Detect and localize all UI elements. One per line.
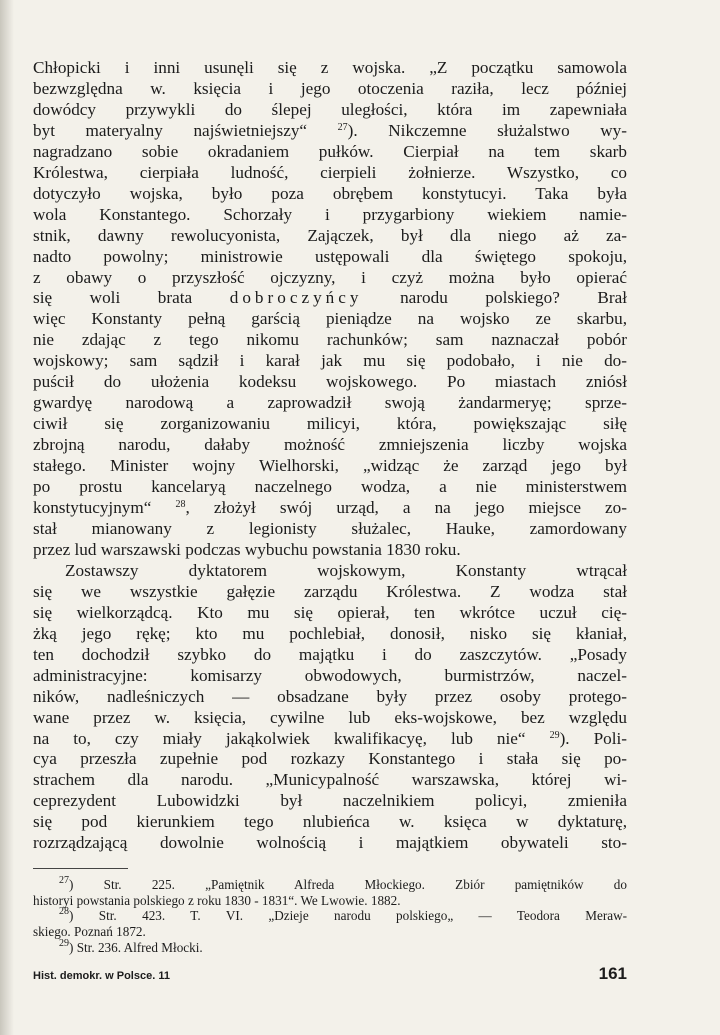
- footnote-text: ) Str. 225. „Pamiętnik Alfreda Młockiego. Zbiór pamiętników do: [69, 877, 627, 893]
- text-line: dotyczyło wojska, było poza obrębem konstytucyi. Taka była: [33, 183, 627, 203]
- text-line: nagradzano sobie okradaniem pułków. Cierpiał na tem skarb: [33, 141, 627, 161]
- text-line: wojskowy; sam sądził i karał jak mu się podobało, i nie do-: [33, 351, 627, 371]
- text-line: nie zdając z tego nikomu rachunków; sam naznaczał pobór: [33, 330, 627, 350]
- text-line: więc Konstanty pełną garścią pieniądze na wojsko ze skarbu,: [33, 309, 627, 329]
- footnote-text: ) Str. 236. Alfred Młocki.: [69, 939, 203, 955]
- text-segment: byt materyalny najświetniejszy“: [33, 120, 308, 140]
- page-edge-shadow: [0, 0, 14, 1035]
- text-line: dowódcy przywykli do ślepej uległości, która im zapewniała: [33, 99, 627, 119]
- footnote-continuation: historyi powstania polskiego z roku 1830 - 1831“. We Lwowie. 1882.: [33, 892, 401, 908]
- footnote-divider: [33, 868, 128, 869]
- page-footer: [33, 964, 627, 984]
- text-line: wola Konstantego. Schorzały i przygarbiony wiekiem namie-: [33, 204, 627, 224]
- text-line: po prostu kancelaryą naczelnego wodza, a nie ministerstwem: [33, 477, 627, 497]
- text-line: nadto powolny; ministrowie ustępowali dla świętego spokoju,: [33, 246, 627, 266]
- text-line: cya przeszła zupełnie pod rozkazy Konstantego i stała się po-: [33, 749, 627, 769]
- text-segment: ). Nikczemne służalstwo wy-: [347, 120, 627, 140]
- text-line: Królestwa, cierpiała ludność, cierpieli żołnierze. Wszystko, co: [33, 162, 627, 182]
- text-line: stał mianowany z legionisty służalec, Hauke, zamordowany: [33, 518, 627, 538]
- text-line: gwardyę narodową a zaprowadził swoją żandarmeryę; sprze-: [33, 393, 627, 413]
- printer-signature: Hist. demokr. w Polsce. 11: [33, 970, 170, 982]
- text-line: administracyjne: komisarzy obwodowych, burmistrzów, naczel-: [33, 665, 627, 685]
- text-segment: na to, czy miały jakąkolwiek kwalifikacyę, lub nie“: [33, 728, 526, 748]
- text-line: stnik, dawny rewolucyonista, Zajączek, był dla niego aż za-: [33, 225, 627, 245]
- text-line: [33, 729, 627, 750]
- footnote-marker: 28: [59, 906, 69, 918]
- text-segment: się woli brata: [33, 288, 193, 308]
- spaced-emphasis: dobroczyńcy: [229, 288, 363, 308]
- text-line: wane przez w. księcia, cywilne lub eks-wojskowe, bez względu: [33, 707, 627, 727]
- text-line: [33, 121, 627, 142]
- text-line: stałego. Minister wojny Wielhorski, „widząc że zarząd jego był: [33, 456, 627, 476]
- text-line: się pod kierunkiem tego nlubieńca w. księca w dyktaturę,: [33, 812, 627, 832]
- text-line: ceprezydent Lubowidzki był naczelnikiem policyi, zmieniła: [33, 791, 627, 811]
- footnote-text: ) Str. 423. T. VI. „Dzieje narodu polskiego„ — Teodora Meraw-: [69, 908, 627, 924]
- footnotes: [33, 877, 627, 955]
- footnote-continuation: skiego. Poznań 1872.: [33, 924, 146, 939]
- footnote-ref: 28: [175, 499, 186, 511]
- text-segment: ). Poli-: [559, 728, 628, 748]
- text-line: żką jego rękę; kto mu pochlebiał, donosił, nisko się kłaniał,: [33, 623, 627, 643]
- footnote: [33, 877, 627, 893]
- text-line: rozrządzającą dowolnie wolnością i majątkiem obywateli sto-: [33, 833, 627, 853]
- footnote-ref: 29: [549, 729, 560, 741]
- page-number: 161: [598, 964, 627, 983]
- text-line: przez lud warszawski podczas wybuchu powstania 1830 roku.: [33, 539, 461, 559]
- paragraph-start: Zostawszy dyktatorem wojskowym, Konstanty wtrącał: [65, 560, 627, 580]
- text-line: puścił do ułożenia kodeksu wojskowego. Po miastach zniósł: [33, 372, 627, 392]
- text-line: się wielkorządcą. Kto mu się opierał, ten wkrótce uczuł cię-: [33, 602, 627, 622]
- footnote: [33, 908, 627, 924]
- footnote-ref: 27: [337, 121, 348, 133]
- text-line: z obawy o przyszłość ojczyzny, i czyż można było opierać: [33, 267, 627, 287]
- book-page: [33, 58, 627, 955]
- text-segment: , złożył swój urząd, a na jego miejsce zo-: [185, 498, 627, 518]
- text-segment: narodu polskiego? Brał: [400, 288, 628, 308]
- text-line: zbrojną narodu, dałaby możność zmniejszenia liczby wojska: [33, 435, 627, 455]
- footnote: [33, 937, 627, 956]
- text-line: ciwił się zorganizowaniu milicyi, która, powiększając siłę: [33, 414, 627, 434]
- footnote-marker: 27: [59, 875, 69, 887]
- footnote-marker: 29: [59, 937, 69, 949]
- main-text: [33, 58, 627, 854]
- text-line: strachem dla narodu. „Municypalność warszawska, której wi-: [33, 770, 627, 790]
- text-line: Chłopicki i inni usunęli się z wojska. „Z początku samowola: [33, 58, 627, 77]
- text-segment: konstytucyjnym“: [33, 498, 152, 518]
- text-line: [33, 288, 627, 309]
- text-line: bezwzględna w. księcia i jego otoczenia raziła, lecz później: [33, 78, 627, 98]
- text-line: [33, 498, 627, 519]
- text-line: ników, nadleśniczych — obsadzane były przez osoby protego-: [33, 686, 627, 706]
- text-line: się we wszystkie gałęzie zarządu Królestwa. Z wodza stał: [33, 581, 627, 601]
- text-line: ten dochodził szybko do majątku i do zaszczytów. „Posady: [33, 644, 627, 664]
